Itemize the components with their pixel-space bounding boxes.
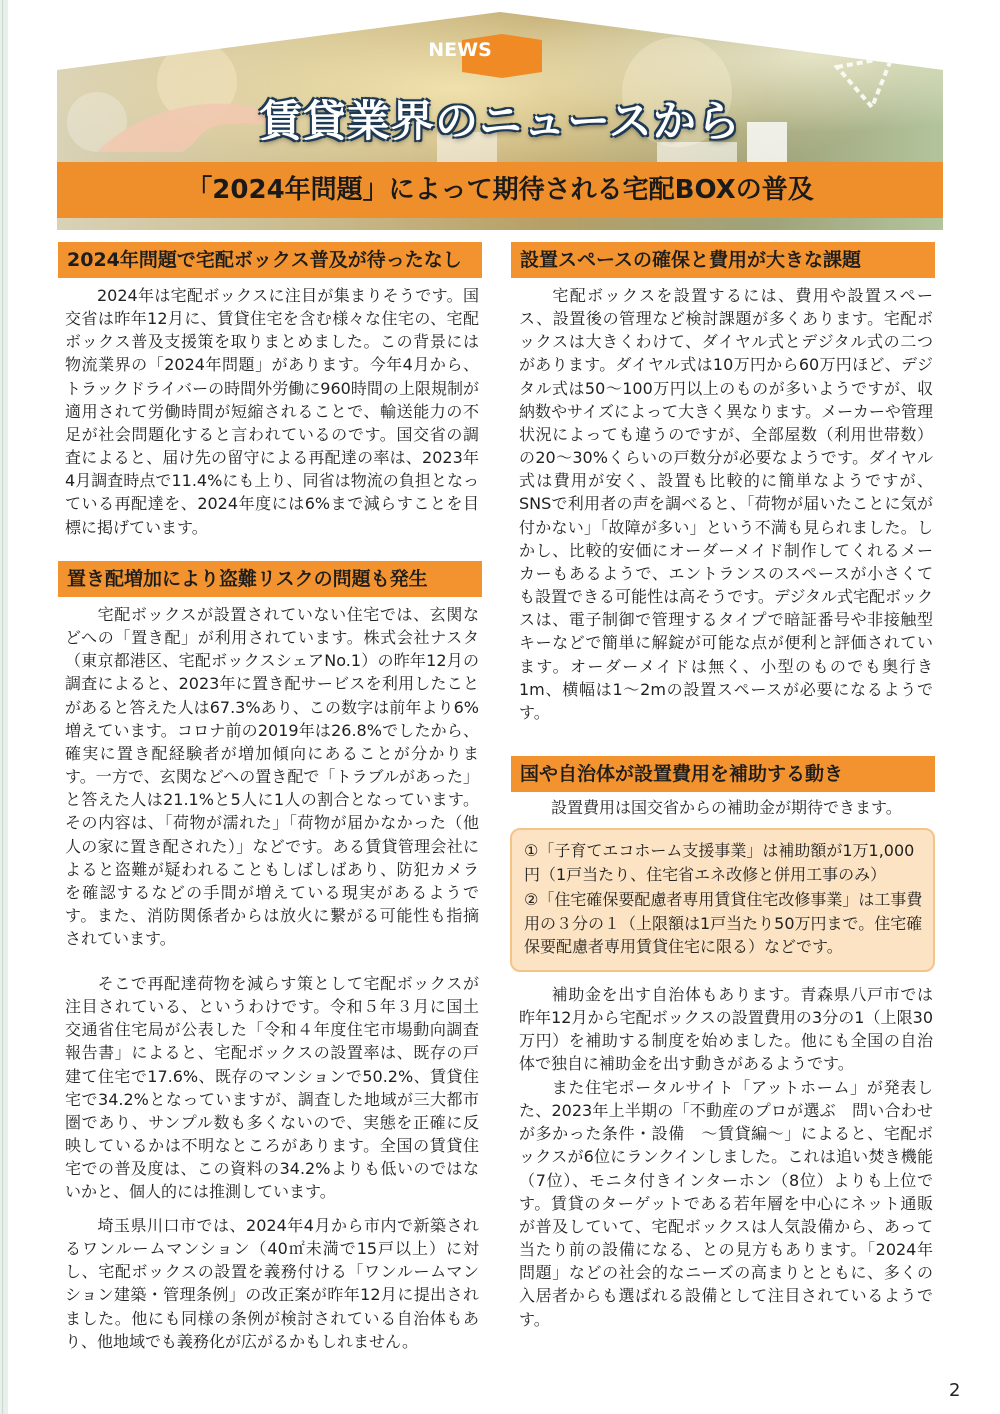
section-heading-theft-risk: 置き配増加により盗難リスクの問題も発生 [58, 561, 482, 597]
paragraph: 2024年は宅配ボックスに注目が集まりそうです。国交省は昨年12月に、賃貸住宅を含む様々な住宅の、宅配ボックス普及支援策を取りまとめました。この背景には物流業界の「2024年問題」があります。今年4月から、トラックドライバーの時間外労働に960時間の上限規制が適用されて労働時間が短縮されることで、輸送能力の不足が社会問題化すると言われているのです。国交省の調査によると、届け先の留守による再配達の率は、2023年4月調査時点で11.4%にも上り、同省は物流の負担となっている再配達を、2024年度には6%まで減らすことを目標に掲げています。 [65, 286, 479, 537]
paragraph: 埼玉県川口市では、2024年4月から市内で新築されるワンルームマンション（40㎡未満で15戸以上）に対し、宅配ボックスの設置を義務付ける「ワンルームマンション建築・管理条例」の改正案が昨年12月に提出されました。他にも同様の条例が検討されている自治体もあり、他地域でも義務化が広がるかもしれません。 [65, 1216, 479, 1351]
subsidy-item: ①「子育てエコホーム支援事業」は補助額が1万1,000円（1戸当たり、住宅省エネ改修と併用工事のみ） [524, 841, 915, 884]
page-edge-strip [0, 0, 8, 1414]
paragraph: 宅配ボックスを設置するには、費用や設置スペース、設置後の管理など検討課題が多くあります。宅配ボックスは大きくわけて、ダイヤル式とデジタル式の二つがあります。ダイヤル式は10万円から60万円ほど、デジタル式は50～100万円以上のものが多いようですが、収納数やサイズによって大きく異なります。メーカーや管理状況によっても違うのですが、全部屋数（利用世帯数）の20～30%くらいの戸数分が必要なようです。ダイヤル式は費用が安く、設置も比較的に簡単なようですが、SNSで利用者の声を調べると、「荷物が届いたことに気が付かない」「故障が多い」という不満も見られました。しかし、比較的安価にオーダーメイド制作してくれるメーカーもあるようで、エントランスのスペースが小さくても設置できる可能性は高そうです。デジタル式宅配ボックスは、電子制御で管理するタイプで暗証番号や非接触型キーなどで簡単に解錠が可能な点が便利と評価されています。オーダーメイドは無く、小型のものでも奥行き1m、横幅は1～2mの設置スペースが必要になるようです。 [519, 286, 933, 722]
section-heading-2024-problem: 2024年問題で宅配ボックス普及が待ったなし [58, 242, 482, 278]
section-heading-subsidy: 国や自治体が設置費用を補助する動き [511, 756, 935, 792]
news-badge: NEWS [428, 39, 492, 61]
subsidy-info-box [510, 828, 935, 972]
subtitle-bar [57, 162, 943, 218]
paragraph: 設置費用は国交省からの補助金が期待できます。 [551, 798, 902, 817]
section-heading-space-cost: 設置スペースの確保と費用が大きな課題 [511, 242, 935, 278]
paragraph: また住宅ポータルサイト「アットホーム」が発表した、2023年上半期の「不動産のプロが選ぶ 問い合わせが多かった条件・設備 ～賃貸編～」によると、宅配ボックスが6位にランクインしました。これは追い焚き機能（7位）、モニタ付きインターホン（8位）よりも上位です。賃貸のターゲットである若年層を中心にネット通販が普及していて、宅配ボックスは人気設備から、あって当たり前の設備になる、との見方もあります。「2024年問題」などの社会的なニーズの高まりとともに、多くの入居者からも選ばれる設備として注目されているようです。 [519, 1078, 933, 1329]
page-title: 賃貸業界のニュースから [259, 97, 741, 147]
subsidy-item: ②「住宅確保要配慮者専用賃貸住宅改修事業」は工事費用の３分の１（上限額は1戸当たり50万円まで。住宅確保要配慮者専用賃貸住宅に限る）などです。 [524, 890, 923, 956]
page-number: 2 [949, 1380, 961, 1401]
paragraph: 補助金を出す自治体もあります。青森県八戸市では昨年12月から宅配ボックスの設置費用の3分の1（上限30万円）を補助する制度を始めました。他にも全国の自治体で独自に補助金を出す動きがあるようです。 [519, 985, 933, 1074]
paragraph: そこで再配達荷物を減らす策として宅配ボックスが注目されている、というわけです。令和５年３月に国土交通省住宅局が公表した「令和４年度住宅市場動向調査報告書」によると、宅配ボックスの設置率は、既存の戸建て住宅で17.6%、既存のマンションで50.2%、賃貸住宅で34.2%となっていますが、調査した地域が三大都市圏であり、サンプル数も多くないので、実態を正確に反映しているかは不明なところがあります。全国の賃貸住宅での普及度は、この資料の34.2%よりも低いのではないかと、個人的には推測しています。 [65, 974, 479, 1202]
subtitle: 「2024年問題」によって期待される宅配BOXの普及 [186, 175, 814, 205]
paragraph: 宅配ボックスが設置されていない住宅では、玄関などへの「置き配」が利用されています。株式会社ナスタ（東京都港区、宅配ボックスシェアNo.1）の昨年12月の調査によると、2023年に置き配サービスを利用したことがあると答えた人は67.3%あり、この数字は前年より6%増えています。コロナ前の2019年は26.8%でしたから、確実に置き配経験者が増加傾向にあることが分かります。一方で、玄関などへの置き配で「トラブルがあった」と答えた人は21.1%と5人に1人の割合となっています。その内容は、「荷物が濡れた」「荷物が届かなかった（他人の家に置き配された）」などです。ある賃貸管理会社によると盗難が疑われることもしばしばあり、防犯カメラを確認するなどの手間が増えている現実があるようです。また、消防関係者からは放火に繋がる可能性も指摘されています。 [65, 605, 479, 949]
